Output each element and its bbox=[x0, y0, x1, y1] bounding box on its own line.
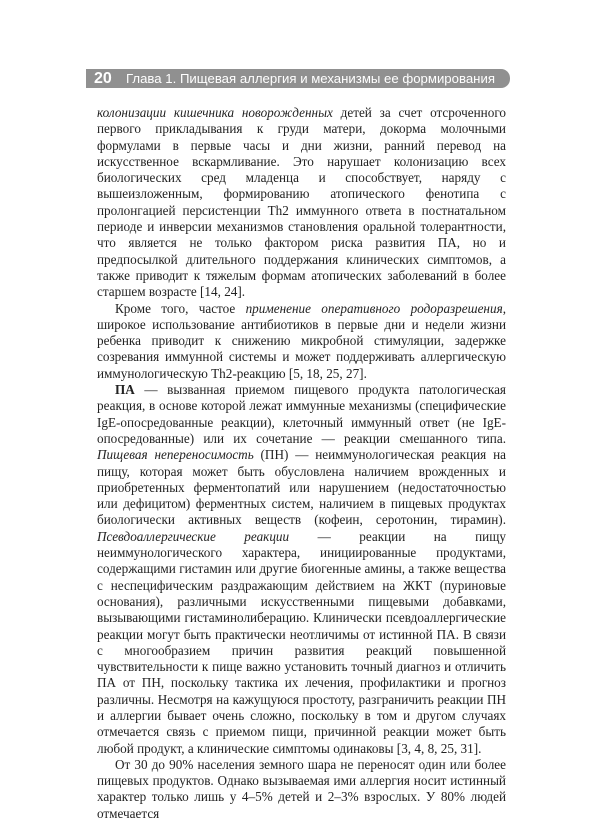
paragraph-4-text: От 30 до 90% населения земного шара не переносят один или более пищевых продуктов. Однако вызываемая ими аллергия носит истинный характер только лишь у 4–5% детей и 2–3% взрослых. У 80% людей отмечается bbox=[97, 756, 506, 821]
running-header-title: Глава 1. Пищевая аллергия и механизмы ее формирования bbox=[126, 71, 495, 86]
paragraph-1-italic: колонизации кишечника новорожденных bbox=[97, 105, 333, 120]
paragraph-1-text: детей за счет отсроченного первого прикладывания к груди матери, докорма молочными формулами в первые часы и дни жизни, ранний перевод на искусственное вскармливание. Это нарушает колонизацию всех биологических сред младенца и способствует, наряду с вышеизложенным, формированию атопического фенотипа с пролонгацией персистенции Th2 иммунного ответа в постнатальном периоде и инверсии механизмов становления оральной толерантности, что является не только фактором риска развития ПА, но и предпосылкой длительного поддержания клинических симптомов, а также приводит к тяжелым формам атопических заболеваний в более старшем возрасте [14, 24]. bbox=[97, 105, 506, 300]
paragraph-3-italic-2: Псевдоаллергические реакции bbox=[97, 528, 290, 544]
paragraph-1 bbox=[97, 105, 506, 301]
paragraph-3-text-2: (ПН) — неиммунологическая реакция на пищу, которая может быть обусловлена наличием врожденных и приобретенных ферментопатий или нарушением (недостаточностью или дефицитом) ферментных систем, наличием в пищевых продуктах биологически активных веществ (кофеин, серотонин, тирамин). bbox=[97, 447, 506, 528]
body-text bbox=[97, 105, 506, 822]
paragraph-3 bbox=[97, 382, 506, 757]
paragraph-2-text-after: , широкое использование антибиотиков в первые дни и недели жизни ребенка приводит к снижению микробной стимуляции, задержке созревания иммунной системы и может поддерживать аллергическую иммунологическую Th2-реакцию [5, 18, 25, 27]. bbox=[97, 300, 506, 381]
paragraph-3-text-1: — вызванная приемом пищевого продукта патологическая реакция, в основе которой лежат иммунные механизмы (специфические IgE-опосредованные реакции), клеточный иммунный ответ (не IgE-опосредованные) или их сочетание — реакции смешанного типа. bbox=[97, 382, 506, 446]
paragraph-3-italic-1: Пищевая непереносимость bbox=[97, 447, 254, 463]
page-number: 20 bbox=[94, 70, 112, 87]
paragraph-2 bbox=[97, 301, 506, 382]
paragraph-2-text-before: Кроме того, частое bbox=[115, 300, 246, 316]
paragraph-4 bbox=[97, 757, 506, 822]
paragraph-2-italic: применение оперативного родоразрешения bbox=[245, 300, 503, 316]
paragraph-3-text-3: — реакции на пищу неиммунологического характера, инициированные продуктами, содержащими гистамин или другие биогенные амины, а также вещества с неспецифическим раздражающим действием на ЖКТ (пуриновые основания), различными искусственными пищевыми добавками, вызывающими гистаминолиберацию. Клинически псевдоаллергические реакции могут быть практически неотличимы от истинной ПА. В связи с многообразием причин развития реакций повышенной чувствительности к пище важно установить точный диагноз и отличить ПА от ПН, поскольку тактика их лечения, профилактики и прогноз различны. Несмотря на кажущуюся простоту, разграничить реакции ПН и аллергии бывает очень сложно, поскольку в том и другом случаях отмечается связь с приемом пищи, причинной реакции может быть любой продукт, а клинические симптомы одинаковы [3, 4, 8, 25, 31]. bbox=[97, 528, 506, 756]
paragraph-3-term: ПА bbox=[115, 382, 135, 398]
